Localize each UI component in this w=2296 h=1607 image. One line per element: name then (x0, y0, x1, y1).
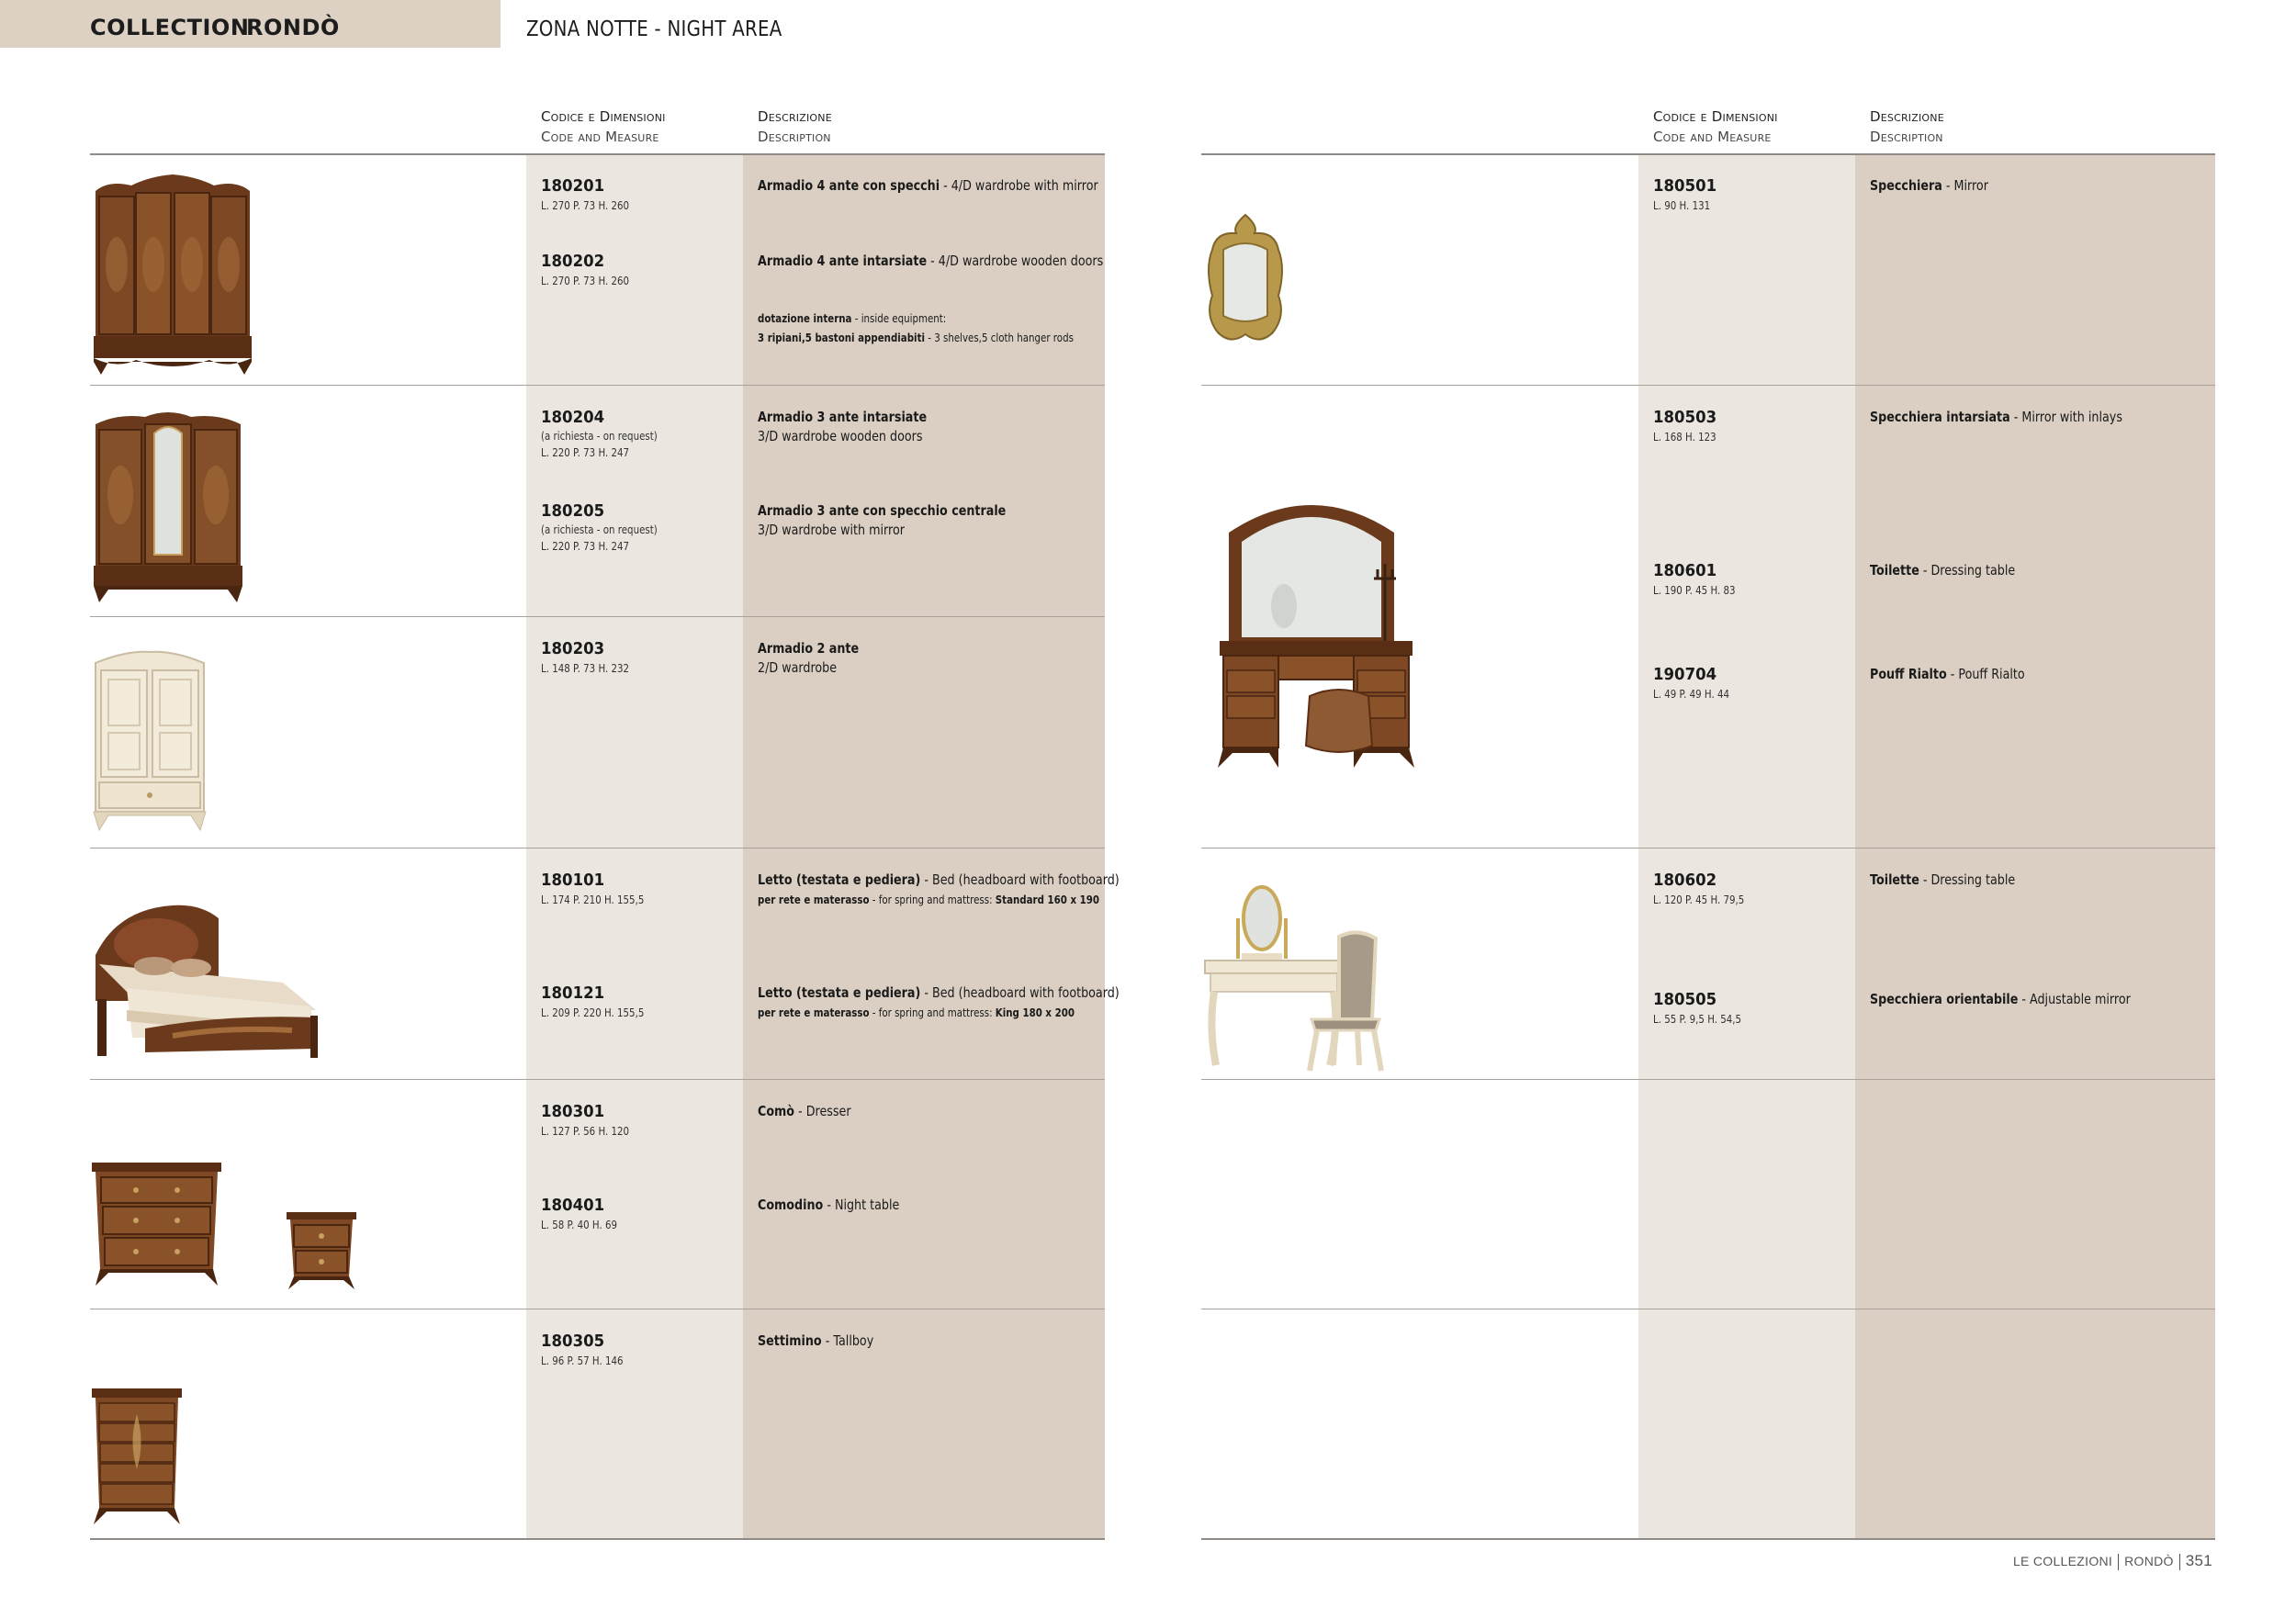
product-code-block: 180505 L. 55 P. 9,5 H. 54,5 (1653, 990, 1742, 1026)
left-bottom-rule (90, 1538, 1105, 1540)
wardrobe-2-door-image (90, 646, 209, 834)
product-code-block: 180101 L. 174 P. 210 H. 155,5 (541, 871, 645, 906)
product-code-block: 180121 L. 209 P. 220 H. 155,5 (541, 983, 645, 1019)
product-code-block: 180601 L. 190 P. 45 H. 83 (1653, 561, 1736, 597)
product-description: Pouff Rialto - Pouff Rialto (1870, 666, 2025, 682)
product-code-block: 180305 L. 96 P. 57 H. 146 (541, 1332, 624, 1367)
product-code-block: 180204 (a richiesta - on request) L. 220 P. 73 H. 247 (541, 408, 658, 459)
collection-name: RONDÒ (246, 15, 340, 40)
collection-header-band (0, 0, 501, 48)
right-bottom-rule (1201, 1538, 2215, 1540)
product-description: Specchiera - Mirror (1870, 177, 1988, 194)
left-description-header: Descrizione Description (758, 108, 832, 145)
product-code-block: 180205 (a richiesta - on request) L. 220 P. 73 H. 247 (541, 501, 658, 553)
bed-image (90, 900, 321, 1065)
product-code-block: 180503 L. 168 H. 123 (1653, 408, 1717, 444)
row-divider (90, 616, 1105, 617)
product-code-block: 180401 L. 58 P. 40 H. 69 (541, 1196, 618, 1231)
dresser-image (90, 1159, 223, 1287)
row-divider (90, 385, 1105, 386)
right-code-column (1638, 154, 1855, 1539)
footer-separator (2179, 1554, 2180, 1570)
page-number: 351 (2185, 1552, 2212, 1569)
collection-label: COLLECTION (90, 15, 250, 40)
right-header-rule (1201, 153, 2215, 155)
product-code-block: 180501 L. 90 H. 131 (1653, 176, 1717, 212)
left-code-header: Codice e Dimensioni Code and Measure (541, 108, 666, 145)
mirror-image (1201, 213, 1289, 347)
product-description: Armadio 4 ante intarsiate - 4/D wardrobe wooden doors (758, 253, 1104, 269)
tallboy-image (90, 1387, 184, 1526)
dressing-table-mirror-pouff-image (1201, 487, 1426, 771)
product-description: Letto (testata e pediera) - Bed (headboard with footboard) per rete e materasso - for spring and mattress: King 180 x 200 (758, 984, 1120, 1019)
product-code-block: 190704 L. 49 P. 49 H. 44 (1653, 665, 1730, 701)
night-table-image (285, 1210, 358, 1291)
product-code-block: 180301 L. 127 P. 56 H. 120 (541, 1102, 630, 1138)
page-footer (2013, 1552, 2212, 1570)
product-description: Armadio 3 ante con specchio centrale 3/D wardrobe with mirror (758, 502, 1007, 538)
product-code-block: 180202 L. 270 P. 73 H. 260 (541, 252, 630, 287)
row-divider (90, 1079, 1105, 1080)
product-description: Specchiera orientabile - Adjustable mirror (1870, 991, 2131, 1007)
inside-equipment-note: dotazione interna - inside equipment: 3 ripiani,5 bastoni appendiabiti - 3 shelves,5 cloth hanger rods (758, 311, 1074, 344)
right-description-column (1855, 154, 2215, 1539)
left-header-rule (90, 153, 1105, 155)
product-description: Settimino - Tallboy (758, 1332, 874, 1349)
footer-separator (2118, 1554, 2119, 1570)
product-description: Armadio 2 ante 2/D wardrobe (758, 640, 860, 676)
right-description-header: Descrizione Description (1870, 108, 1944, 145)
right-code-header: Codice e Dimensioni Code and Measure (1653, 108, 1778, 145)
wardrobe-3-door-mirror-image (90, 408, 246, 605)
product-description: Toilette - Dressing table (1870, 562, 2016, 579)
row-divider (1201, 385, 2215, 386)
product-description: Comò - Dresser (758, 1103, 851, 1119)
section-title: ZONA NOTTE - NIGHT AREA (526, 17, 782, 41)
product-code-block: 180201 L. 270 P. 73 H. 260 (541, 176, 630, 212)
product-description: Armadio 4 ante con specchi - 4/D wardrobe with mirror (758, 177, 1098, 194)
footer-collection-name: RONDÒ (2124, 1554, 2174, 1568)
product-code-block: 180602 L. 120 P. 45 H. 79,5 (1653, 871, 1745, 906)
row-divider (1201, 1079, 2215, 1080)
wardrobe-4-door-image (90, 173, 255, 376)
product-description: Specchiera intarsiata - Mirror with inlays (1870, 409, 2122, 425)
product-description: Toilette - Dressing table (1870, 871, 2016, 888)
product-description: Comodino - Night table (758, 1197, 900, 1213)
product-code-block: 180203 L. 148 P. 73 H. 232 (541, 639, 630, 675)
footer-collections-label: LE COLLEZIONI (2012, 1554, 2113, 1568)
ivory-dressing-table-chair-image (1201, 882, 1385, 1074)
product-description: Letto (testata e pediera) - Bed (headboard with footboard) per rete e materasso - for spring and mattress: Standard 160 x 190 (758, 871, 1120, 906)
product-description: Armadio 3 ante intarsiate 3/D wardrobe wooden doors (758, 409, 928, 444)
